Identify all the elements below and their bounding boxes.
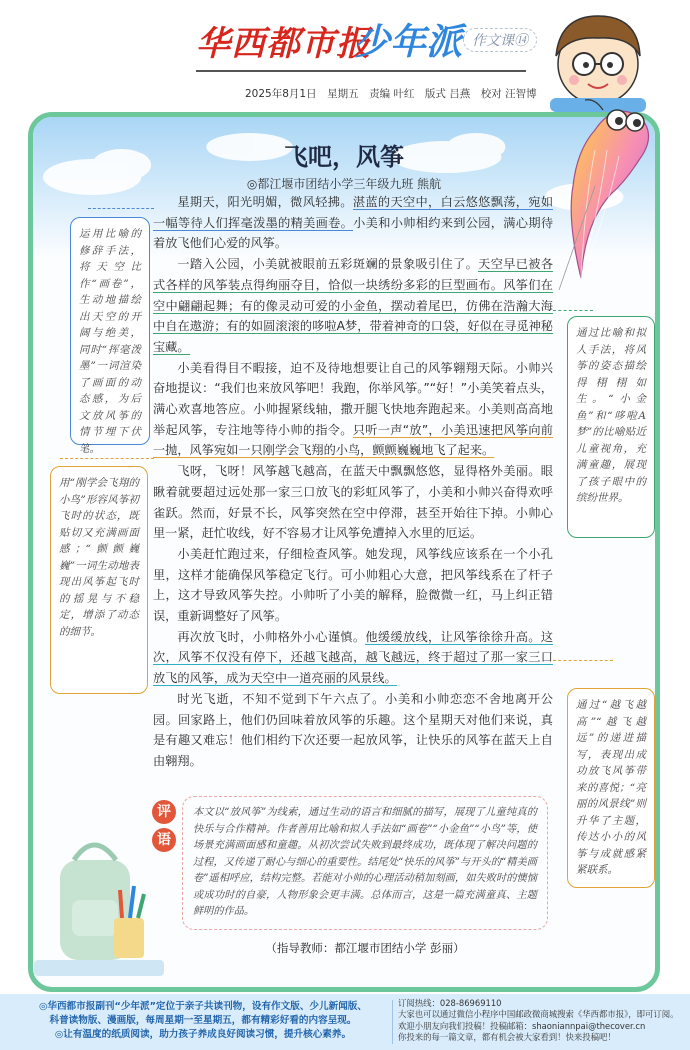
goldfish-kite-icon [555,90,663,290]
annotation-note-1: 运用比喻的修辞手法，将天空比作“画卷”，生动地描绘出天空的开阔与绝美，同时“挥毫泼墨”一词渲染了画面的动态感，为后文放风筝的情节埋下伏笔。 [70,217,150,445]
essay-body [153,192,553,772]
segment: 小美和小帅相约来到公园，满心期待着放飞他们心爱的风筝。 [153,215,554,251]
comment-badge: 语 [152,828,176,852]
newspaper-brand: 华西都市报 [196,24,371,64]
highlight-segment: 天空早已被各式各样的风筝装点得绚丽夺目，恰似一块绣纷多彩的巨型画布。风筝们在空中翩翩起舞；有的像灵动可爱的小金鱼，摆动着尾巴，仿佛在浩瀚大海中自在遨游；有的如圆滚滚的哆啦A梦，带着神奇的口袋，好似在寻觅神秘宝藏。 [153,257,554,354]
submission-email: 欢迎小朋友向我们投稿！投稿邮箱：shaoniannpai@thecover.cn [398,1020,646,1031]
annotation-note-3: 用“刚学会飞翔的小鸟”形容风筝初飞时的状态，既贴切又充满画面感；“颤颤巍巍”一词生动地表现出风筝起飞时的摇晃与不稳定，增添了动态的细节。 [50,466,148,694]
series-badge: 作文课⑭ [463,28,537,52]
footer-intro [16,1000,390,1042]
issue-meta: 2025年8月1日 星期五 责编 叶红 版式 吕燕 校对 汪智博 [245,88,537,100]
annotation-connector [553,310,593,311]
highlight-segment: 他缓缓放线，让风筝徐徐升高。这次，风筝不仅没有停下，还越飞越高，越飞越远，终于超过了那一家三口放飞的风筝，成为天空中一道亮丽的风景线。 [153,629,554,686]
paragraph-7 [153,689,553,772]
paragraph-3 [153,358,553,462]
paragraph-2 [153,254,553,358]
subscription-hotline: 订阅热线：028-86969110 [398,998,502,1008]
segment: 飞呀，飞呀！风筝越飞越高，在蓝天中飘飘悠悠，显得格外美丽。眼瞅着就要超过远处那一家三口放飞的彩虹风筝了，小美和小帅兴奋得欢呼雀跃。然而，好景不长，风筝突然在空中停滞，甚至开始往下掉。小帅心里一紧，赶忙收线，好不容易才让风筝免遭掉入水里的厄运。 [153,464,553,541]
column-name: 少年派 [354,22,463,63]
paragraph-5 [153,544,553,627]
teacher-comment: 本文以“放风筝”为线索，通过生动的语言和细腻的描写，展现了儿童纯真的快乐与合作精神。作者善用比喻和拟人手法如“画卷”“小金鱼”“小鸟”等，使场景充满画面感和童趣。从初次尝试失败到最终成功，既体现了解决问题的过程，又传递了耐心与细心的重要性。结尾处“快乐的风筝”与开头的“精美画卷”遥相呼应，结构完整。若能对小帅的心理活动稍加刻画，如失败时的懊恼或成功时的自豪，人物形象会更丰满。总体而言，这是一篇充满童真、主题鲜明的作品。 [182,796,548,930]
segment: 小美赶忙跑过来，仔细检查风筝。她发现，风筝线应该系在一个小孔里，这样才能确保风筝稳定飞行。可小帅粗心大意，把风筝线系在了杆子上，这才导致风筝失控。小帅听了小美的解释，脸微微一红，马上纠正错误，重新调整好了风筝。 [153,546,553,624]
paragraph-1 [153,192,553,254]
annotation-note-2: 通过比喻和拟人手法，将风筝的姿态描绘得栩栩如生。“小金鱼”和“哆啦A梦”的比喻贴近儿童视角，充满童趣，展现了孩子眼中的缤纷世界。 [567,316,655,538]
annotation-connector [88,208,154,209]
paragraph-4 [153,461,553,544]
footer-divider [392,1000,393,1044]
annotation-connector [553,660,613,661]
article-title: 飞吧，风筝 [284,142,404,171]
segment: 再次放飞时，小帅格外小心谨慎。 [177,629,366,644]
subscription-info: 大家也可以通过微信小程序中国邮政微商城搜索《华西都市报》，即可订阅。 [398,1009,679,1020]
annotation-note-4: 通过“越飞越高”“越飞越远”的递进描写，表现出成功放飞风筝带来的喜悦；“亮丽的风景线”则升华了主题，传达小小的风筝与成就感紧紧联系。 [567,688,655,888]
comment-badge: 评 [152,800,176,824]
highlight-segment: 湛蓝的天空中，白云悠悠飘荡，宛如一幅等待人们挥毫泼墨的精美画卷。 [153,195,554,230]
segment: 小美看得目不暇接，迫不及待地想要让自己的风筝翱翔天际。小帅兴奋地提议：“我们也来放风筝吧！我跑，你举风筝。”“好！”小美笑着点头，满心欢喜地答应。小帅握紧线轴，撒开腿飞快地奔跑起来。小美则高高地举起风筝，专注地等待小帅的指令。 [153,360,553,437]
footer [0,994,690,1050]
highlight-segment: 只听一声“放”，小美迅速把风筝向前一抛，风筝宛如一只刚学会飞翔的小鸟，颤颤巍巍地飞了起来。 [153,422,553,458]
footer-intro-line: 科普读物版、漫画版，每周星期一至星期五，都有精彩好看的内容呈现。 [49,1015,357,1026]
article-author: ◎都江堰市团结小学三年级九班 熊航 [246,177,442,191]
footer-intro-line: ◎让有温度的纸质阅读，助力孩子养成良好阅读习惯，提升核心素养。 [54,1029,352,1040]
masthead-divider [196,70,526,72]
segment: 一踏入公园，小美就被眼前五彩斑斓的景象吸引住了。 [177,257,479,272]
submission-call: 你投来的每一篇文章，都有机会被大家看到！快来投稿吧！ [398,1032,616,1043]
segment: 星期天，阳光明媚，微风轻拂。 [177,195,353,209]
paragraph-6 [153,627,553,689]
instructor-credit: （指导教师：都江堰市团结小学 彭丽） [265,941,465,955]
footer-intro-line: ◎华西都市报副刊“少年派”定位于亲子共读刊物，设有作文版、少儿新闻版、 [39,1001,367,1012]
footer-contact [398,998,684,1044]
backpack-stationery-icon [34,820,164,980]
segment: 时光飞逝，不知不觉到下午六点了。小美和小帅恋恋不舍地离开公园。回家路上，他们仍回味着放风筝的乐趣。这个星期天对他们来说，真是有趣又难忘！他们相约下次还要一起放风筝，让快乐的风筝在蓝天上自由翱翔。 [153,691,553,768]
annotation-connector [60,458,154,459]
